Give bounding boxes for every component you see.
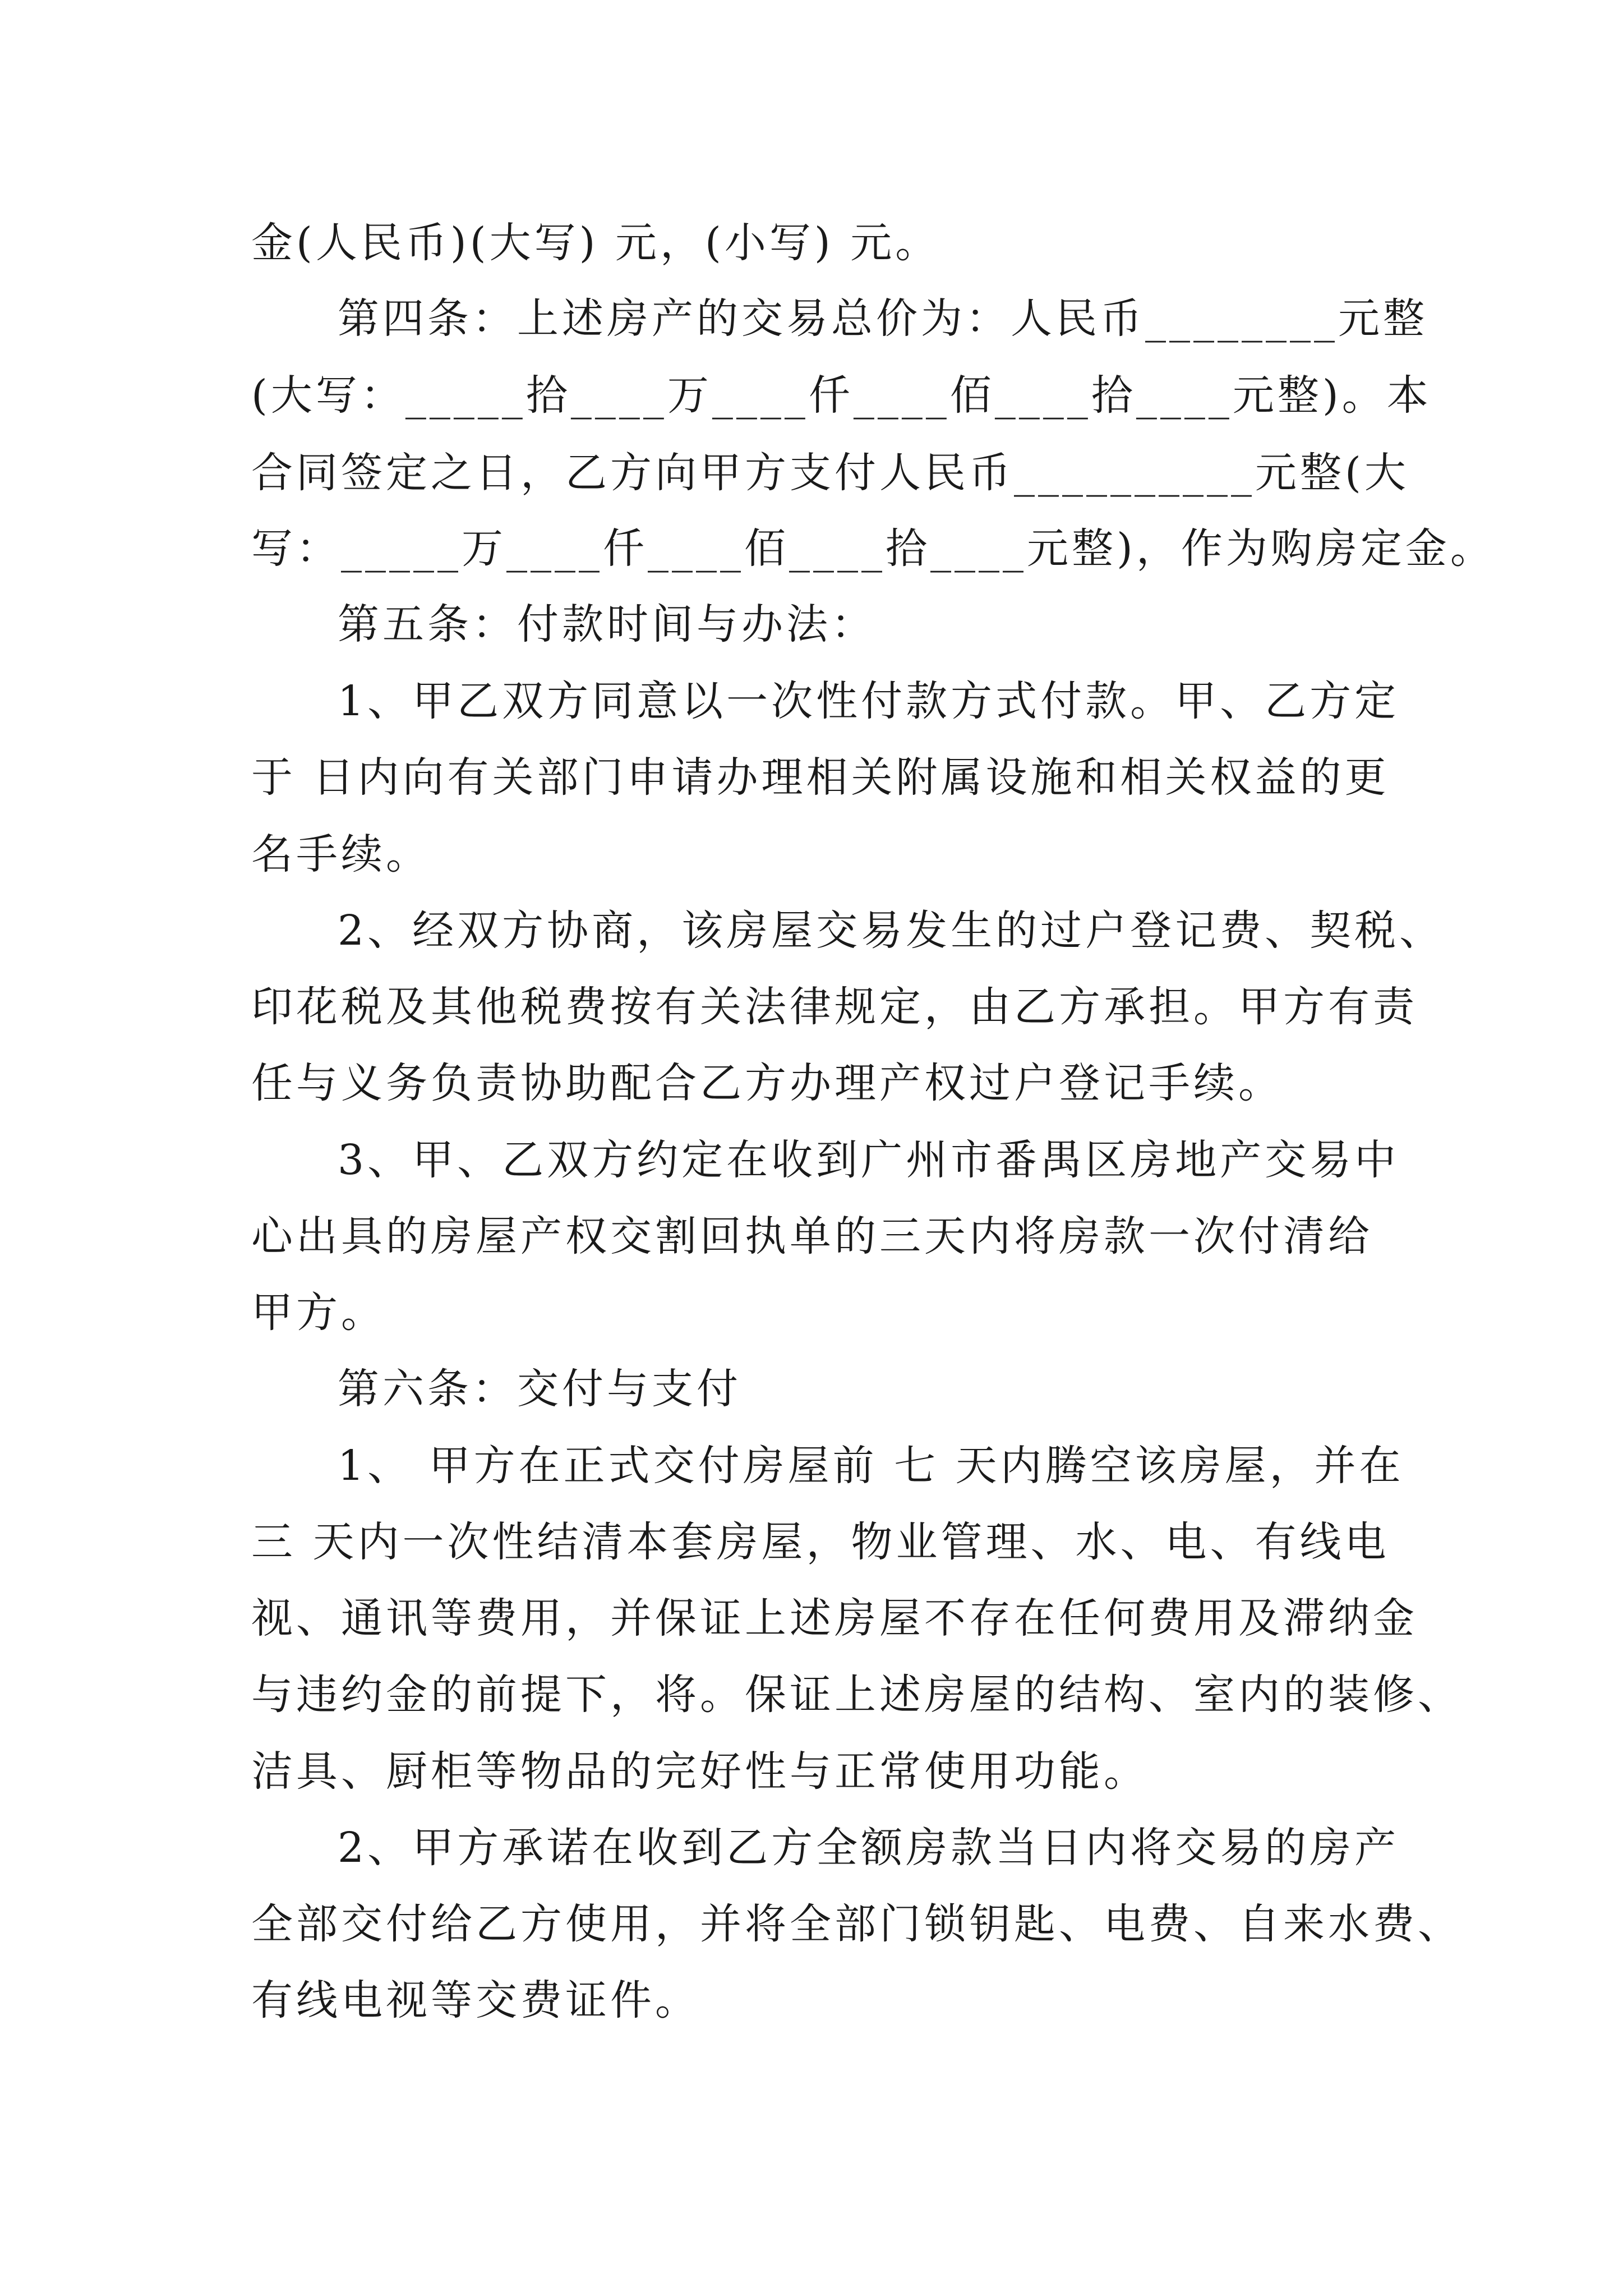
text-line: 1、 甲方在正式交付房屋前 七 天内腾空该房屋，并在 <box>338 1442 1404 1490</box>
text-line: 任与义务负责协助配合乙方办理产权过户登记手续。 <box>251 1059 1283 1107</box>
text-line: 三 天内一次性结清本套房屋，物业管理、水、电、有线电 <box>251 1518 1390 1566</box>
text-line: 2、经双方协商，该房屋交易发生的过户登记费、契税、 <box>338 907 1445 955</box>
text-line: 3、甲、乙双方约定在收到广州市番禺区房地产交易中 <box>338 1136 1400 1184</box>
text-line: 洁具、厨柜等物品的完好性与正常使用功能。 <box>251 1747 1149 1796</box>
text-line: 2、甲方承诺在收到乙方全额房款当日内将交易的房产 <box>338 1824 1400 1872</box>
text-line: 与违约金的前提下，将。保证上述房屋的结构、室内的装修、 <box>251 1671 1463 1719</box>
clause-5-heading: 第五条：付款时间与办法： <box>338 600 876 648</box>
text-line: 有线电视等交费证件。 <box>251 1976 700 2024</box>
text-line: (大写：_____拾____万____仟____佰____拾____元整)。本 <box>251 371 1432 420</box>
text-line: 合同签定之日，乙方向甲方支付人民币__________元整(大 <box>251 449 1409 497</box>
text-line: 印花税及其他税费按有关法律规定，由乙方承担。甲方有责 <box>251 983 1418 1031</box>
text-line: 视、通讯等费用，并保证上述房屋不存在任何费用及滞纳金 <box>251 1594 1418 1642</box>
text-line: 心出具的房屋产权交割回执单的三天内将房款一次付清给 <box>251 1212 1373 1260</box>
text-line: 金(人民币)(大写) 元，(小写) 元。 <box>251 219 940 267</box>
text-line: 名手续。 <box>251 830 431 878</box>
clause-6-heading: 第六条：交付与支付 <box>338 1365 741 1413</box>
text-line: 写：_____万____仟____佰____拾____元整)，作为购房定金。 <box>251 524 1495 573</box>
text-line: 甲方。 <box>251 1289 386 1337</box>
text-line: 全部交付给乙方使用，并将全部门锁钥匙、电费、自来水费、 <box>251 1900 1463 1948</box>
text-line: 于 日内向有关部门申请办理相关附属设施和相关权益的更 <box>251 753 1390 802</box>
text-line: 1、甲乙双方同意以一次性付款方式付款。甲、乙方定 <box>338 677 1400 725</box>
clause-4-heading: 第四条：上述房产的交易总价为：人民币________元整 <box>338 295 1428 343</box>
